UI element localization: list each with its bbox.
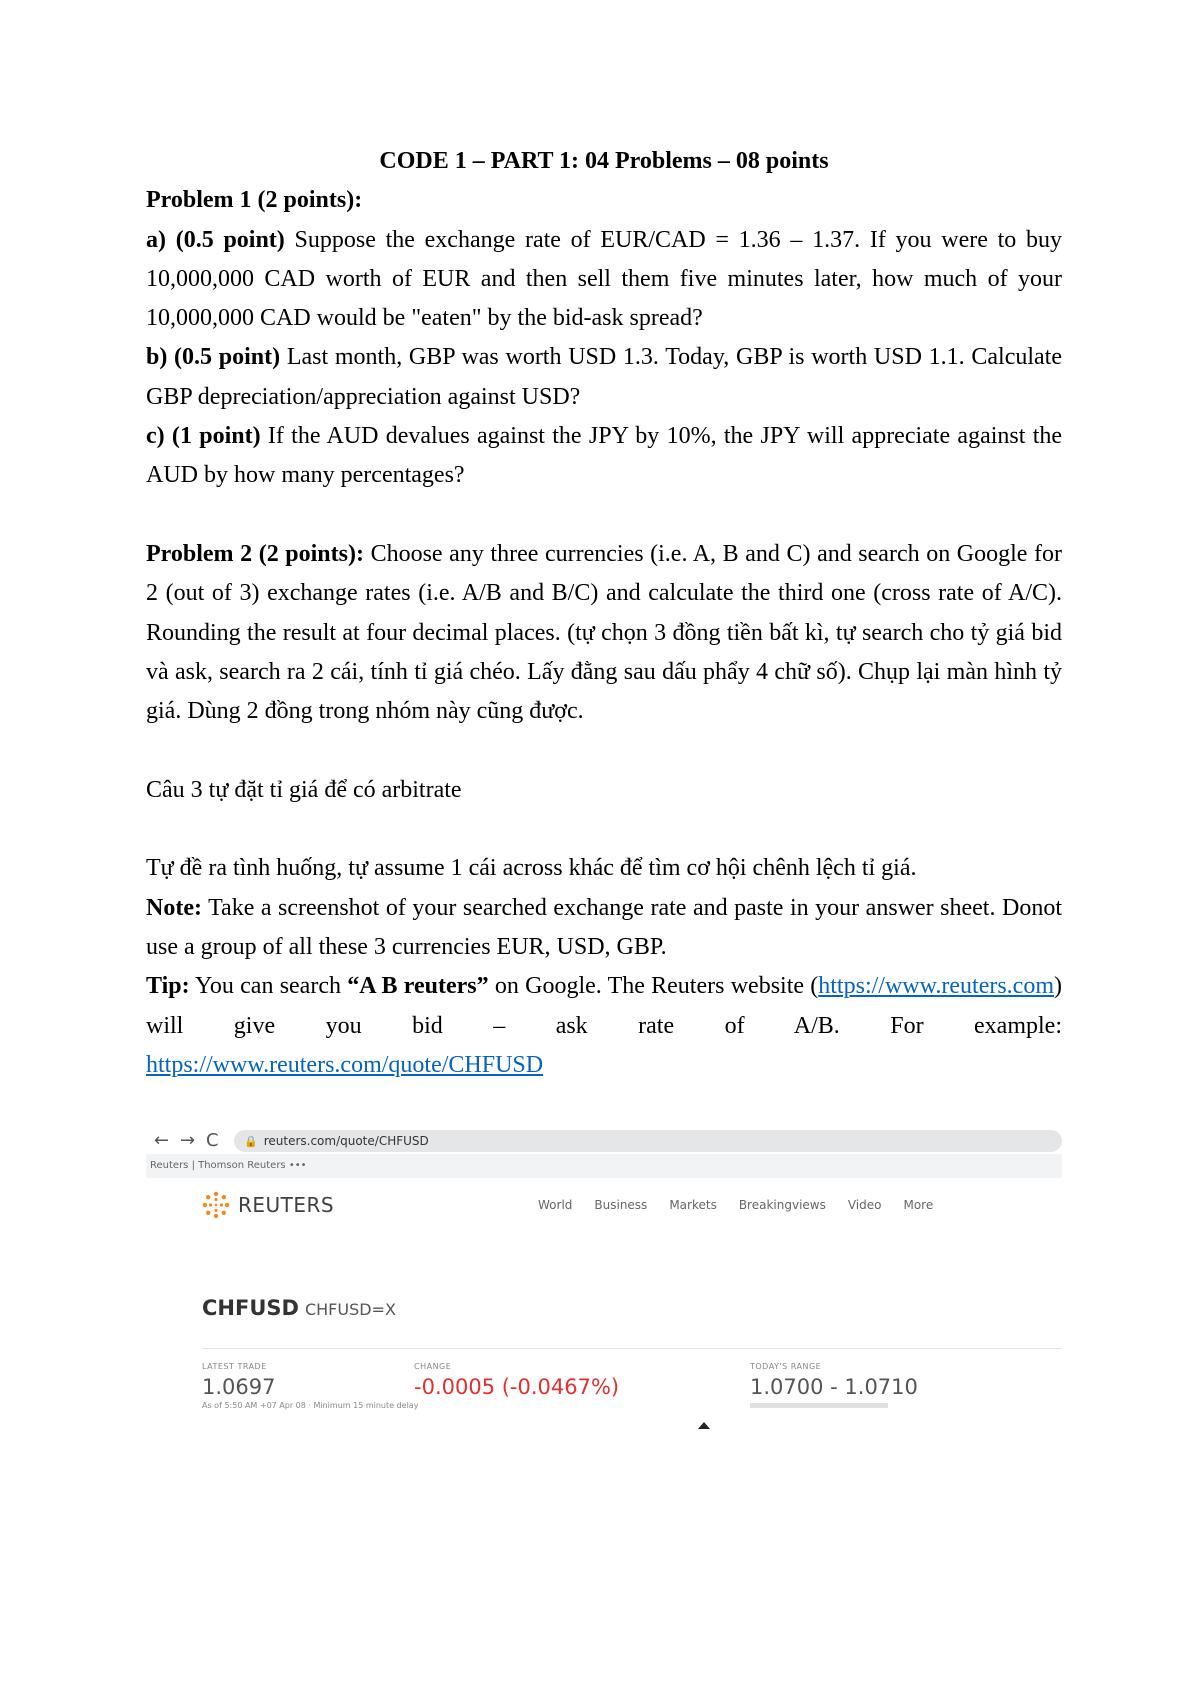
range-bar	[750, 1403, 888, 1408]
reuters-logo[interactable]	[202, 1190, 334, 1220]
change-value: -0.0005 (-0.0467%)	[414, 1375, 620, 1399]
back-arrow-icon[interactable]: ←	[154, 1130, 170, 1151]
latest-trade-label: LATEST TRADE	[202, 1362, 267, 1371]
forward-arrow-icon[interactable]: →	[180, 1130, 196, 1151]
problem1-b-points: 0.5 point	[182, 344, 273, 371]
problem2-heading: Problem 2 (2 points):	[146, 540, 364, 567]
latest-trade-value: 1.0697	[202, 1375, 276, 1399]
document-body	[146, 142, 1062, 1085]
range-label: TODAY'S RANGE	[750, 1362, 822, 1371]
problem1-a-marker: a) (	[146, 226, 184, 253]
range-value: 1.0700 - 1.0710	[750, 1375, 918, 1399]
change-label: CHANGE	[414, 1362, 452, 1371]
problem1-a-text: Suppose the exchange rate of EUR/CAD = 1.36 – 1.37. If you were to buy 10,000,000 CAD worth of EUR and then sell them five minutes later, how much of your 10,000,000 CAD would be "eaten" by the bid-ask spread?	[146, 226, 1063, 332]
reuters-menu	[538, 1198, 933, 1212]
note-label: Note:	[146, 894, 202, 921]
menu-item-world[interactable]: World	[538, 1198, 573, 1212]
problem1-a-points: 0.5 point	[183, 226, 277, 253]
as-of-note: As of 5:50 AM +07 Apr 08 · Minimum 15 minute delay	[202, 1401, 419, 1410]
menu-item-markets[interactable]: Markets	[669, 1198, 717, 1212]
range-block	[750, 1362, 918, 1408]
address-bar[interactable]	[234, 1130, 1062, 1152]
change-block	[414, 1362, 619, 1399]
example-link[interactable]: https://www.reuters.com/quote/CHFUSD	[146, 1051, 544, 1078]
problem2-text: Choose any three currencies (i.e. A, B and C) and search on Google for 2 (out of 3) exchange rates (i.e. A/B and B/C) and calculate the third one (cross rate of A/C). Rounding the result at four decimal places. (tự chọn 3 đồng tiền bất kì, tự search cho tỷ giá bid và ask, search ra 2 cái, tính tỉ giá chéo. Lấy đằng sau dấu phẩy 4 chữ số). Chụp lại màn hình tỷ giá. Dùng 2 đồng trong nhóm này cũng được.	[146, 540, 1063, 725]
problem1-heading: Problem 1 (2 points):	[146, 187, 363, 214]
address-text: reuters.com/quote/CHFUSD	[263, 1134, 429, 1148]
problem1-c-points: 1 point	[179, 423, 253, 450]
lock-icon: 🔒	[244, 1135, 258, 1148]
situation-line: Tự đề ra tình huống, tự assume 1 cái across khác để tìm cơ hội chênh lệch tỉ giá.	[146, 855, 917, 882]
menu-item-business[interactable]: Business	[594, 1198, 648, 1212]
browser-toolbar	[146, 1128, 1062, 1154]
bookmarks-bar: Reuters | Thomson Reuters •••	[146, 1154, 1062, 1178]
latest-trade-block	[202, 1362, 418, 1410]
reuters-logo-icon	[202, 1191, 230, 1219]
problem1-c-text: If the AUD devalues against the JPY by 10%, the JPY will appreciate against the AUD by how many percentages?	[146, 423, 1063, 489]
menu-item-video[interactable]: Video	[847, 1198, 882, 1212]
reuters-screenshot	[146, 1128, 1062, 1434]
tip-label: Tip:	[146, 973, 190, 1000]
example-link-line	[146, 1046, 1062, 1085]
problem2	[146, 535, 1062, 731]
tip-paragraph: Tip: You can search “A B reuters” on Google. The Reuters website (https://www.reuters.com) will give you bid – ask rate of A/B. For example:	[146, 973, 1062, 1039]
document-title: CODE 1 – PART 1: 04 Problems – 08 points	[379, 148, 829, 174]
triangle-up-icon	[698, 1422, 710, 1429]
problem1-c-marker: c) (	[146, 423, 180, 450]
menu-item-more[interactable]: More	[903, 1198, 934, 1212]
problem1-b: b) (0.5 point) Last month, GBP was worth USD 1.3. Today, GBP is worth USD 1.1. Calculate GBP depreciation/appreciation against USD?	[146, 344, 1062, 410]
quote-ric: CHFUSD=X	[304, 1300, 396, 1319]
problem1-b-marker: b) (	[146, 344, 183, 371]
quote-title	[202, 1296, 396, 1320]
reuters-logo-text: REUTERS	[238, 1193, 335, 1217]
reload-icon[interactable]: C	[206, 1130, 219, 1151]
note-paragraph	[146, 889, 1062, 968]
reuters-link[interactable]: https://www.reuters.com	[818, 973, 1054, 1000]
cau3-line: Câu 3 tự đặt tỉ giá để có arbitrate	[146, 776, 462, 803]
quote-symbol: CHFUSD	[202, 1296, 299, 1320]
note-text: Take a screenshot of your searched exchange rate and paste in your answer sheet. Donot use a group of all these 3 currencies EUR, USD, GBP.	[146, 894, 1062, 960]
tip-search-phrase: “A B reuters”	[347, 973, 489, 1000]
problem1-b-text: Last month, GBP was worth USD 1.3. Today, GBP is worth USD 1.1. Calculate GBP depreciation/appreciation against USD?	[146, 344, 1062, 410]
problem1-a: a) (0.5 point) Suppose the exchange rate of EUR/CAD = 1.36 – 1.37. If you were to buy 10,000,000 CAD worth of EUR and then sell them five minutes later, how much of your 10,000,000 CAD would be "eaten" by the bid-ask spread?	[146, 226, 1063, 332]
problem1-c: c) (1 point) If the AUD devalues against the JPY by 10%, the JPY will appreciate against the AUD by how many percentages?	[146, 423, 1063, 489]
quote-divider	[202, 1348, 1062, 1349]
menu-item-breakingviews[interactable]: Breakingviews	[738, 1198, 826, 1212]
